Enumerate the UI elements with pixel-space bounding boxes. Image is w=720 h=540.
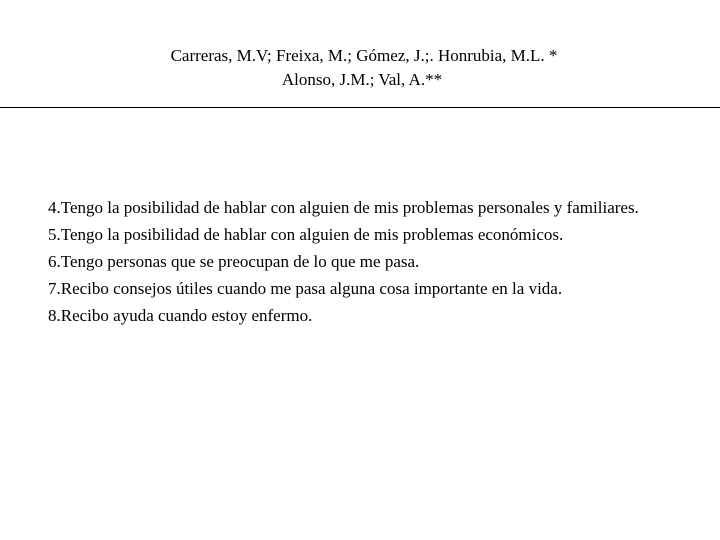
- authors-line-2: Alonso, J.M.; Val, A.**: [281, 70, 443, 89]
- header-divider: [0, 107, 720, 108]
- authors-line-1: Carreras, M.V; Freixa, M.; Gómez, J.;. Honrubia, M.L. *: [170, 46, 558, 65]
- questionnaire-items: [48, 196, 643, 331]
- questionnaire-item-5: 5.Tengo la posibilidad de hablar con alguien de mis problemas económicos.: [48, 225, 564, 244]
- document-header: [0, 44, 720, 92]
- questionnaire-item-6: 6.Tengo personas que se preocupan de lo que me pasa.: [48, 252, 420, 271]
- questionnaire-item-4: 4.Tengo la posibilidad de hablar con alguien de mis problemas personales y familiares.: [48, 198, 639, 217]
- questionnaire-item-7: 7.Recibo consejos útiles cuando me pasa alguna cosa importante en la vida.: [48, 279, 563, 298]
- questionnaire-item-8: 8.Recibo ayuda cuando estoy enfermo.: [48, 306, 313, 325]
